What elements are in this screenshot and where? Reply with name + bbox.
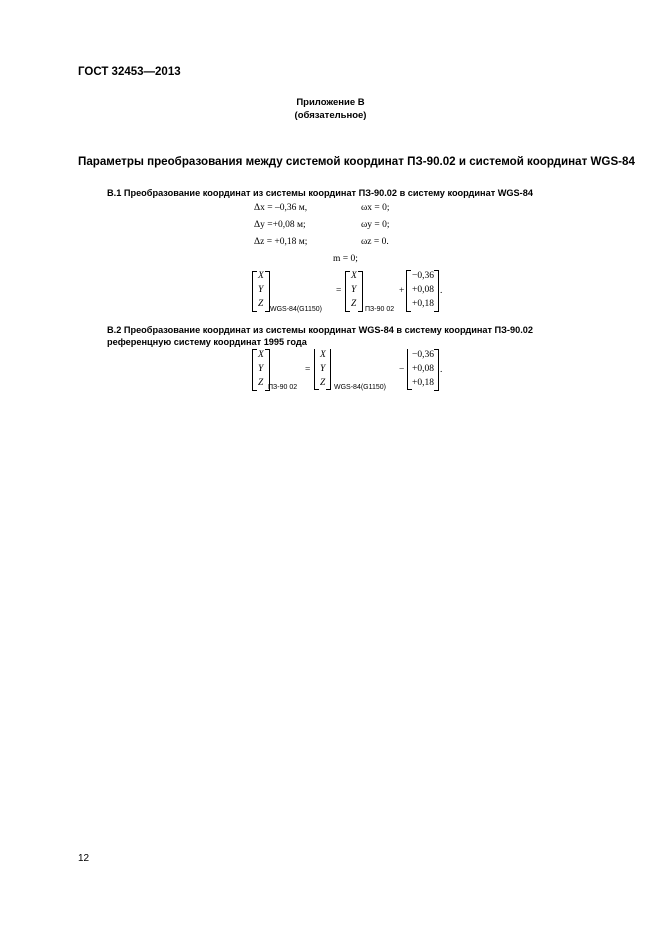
left-bracket xyxy=(345,271,350,312)
lhs-z: Z xyxy=(258,299,264,309)
page-number: 12 xyxy=(78,853,90,864)
offset-x: −0,36 xyxy=(412,271,434,281)
minus-sign: − xyxy=(399,365,405,375)
annex-title: Приложение В xyxy=(296,97,365,108)
rhs-subscript: WGS-84(G1150) xyxy=(334,384,386,391)
equals-sign: = xyxy=(305,365,311,375)
right-bracket xyxy=(434,270,439,312)
left-bracket xyxy=(314,349,319,390)
offset-y: +0,08 xyxy=(412,364,434,374)
lhs-y: Y xyxy=(258,364,264,374)
offset-z: +0,18 xyxy=(412,299,434,309)
equals-sign: = xyxy=(336,286,342,296)
period: . xyxy=(440,286,443,296)
rhs-x: X xyxy=(320,350,326,360)
param-dz: Δz = +0,18 м; xyxy=(254,237,308,247)
right-bracket xyxy=(326,349,331,390)
period: . xyxy=(440,365,443,375)
right-bracket xyxy=(358,271,363,312)
left-bracket xyxy=(406,270,411,312)
section-2-heading: В.2 Преобразование координат из системы координат WGS-84 в систему координат ПЗ-90.02 xyxy=(107,325,533,335)
plus-sign: + xyxy=(399,286,405,296)
param-wy: ωy = 0; xyxy=(361,220,390,230)
param-dy: Δy =+0,08 м; xyxy=(254,220,306,230)
param-wx: ωx = 0; xyxy=(361,203,390,213)
rhs-y: Y xyxy=(351,285,357,295)
offset-y: +0,08 xyxy=(412,285,434,295)
rhs-z: Z xyxy=(320,378,326,388)
rhs-z: Z xyxy=(351,299,357,309)
document-header: ГОСТ 32453—2013 xyxy=(78,66,181,78)
lhs-subscript: WGS-84(G1150) xyxy=(270,306,322,313)
lhs-y: Y xyxy=(258,285,264,295)
rhs-subscript: ПЗ-90 02 xyxy=(365,306,395,313)
param-dx: Δx = –0,36 м, xyxy=(254,203,308,213)
offset-z: +0,18 xyxy=(412,378,434,388)
left-bracket xyxy=(252,271,257,312)
offset-x: −0,36 xyxy=(412,350,434,360)
lhs-x: X xyxy=(258,271,264,281)
left-bracket xyxy=(252,349,257,391)
lhs-subscript: ПЗ-90 02 xyxy=(268,384,298,391)
param-wz: ωz = 0. xyxy=(361,237,389,247)
section-2-heading-cont: референцную систему координат 1995 года xyxy=(107,337,307,347)
rhs-x: X xyxy=(351,271,357,281)
lhs-z: Z xyxy=(258,378,264,388)
page-title: Параметры преобразования между системой координат ПЗ-90.02 и системой координат WGS-84 xyxy=(78,155,635,168)
section-1-heading: В.1 Преобразование координат из системы координат ПЗ-90.02 в систему координат WGS-84 xyxy=(107,188,533,198)
right-bracket xyxy=(434,349,439,391)
lhs-x: X xyxy=(258,350,264,360)
param-m: m = 0; xyxy=(333,254,358,264)
rhs-y: Y xyxy=(320,364,326,374)
annex-status: (обязательное) xyxy=(294,110,367,121)
